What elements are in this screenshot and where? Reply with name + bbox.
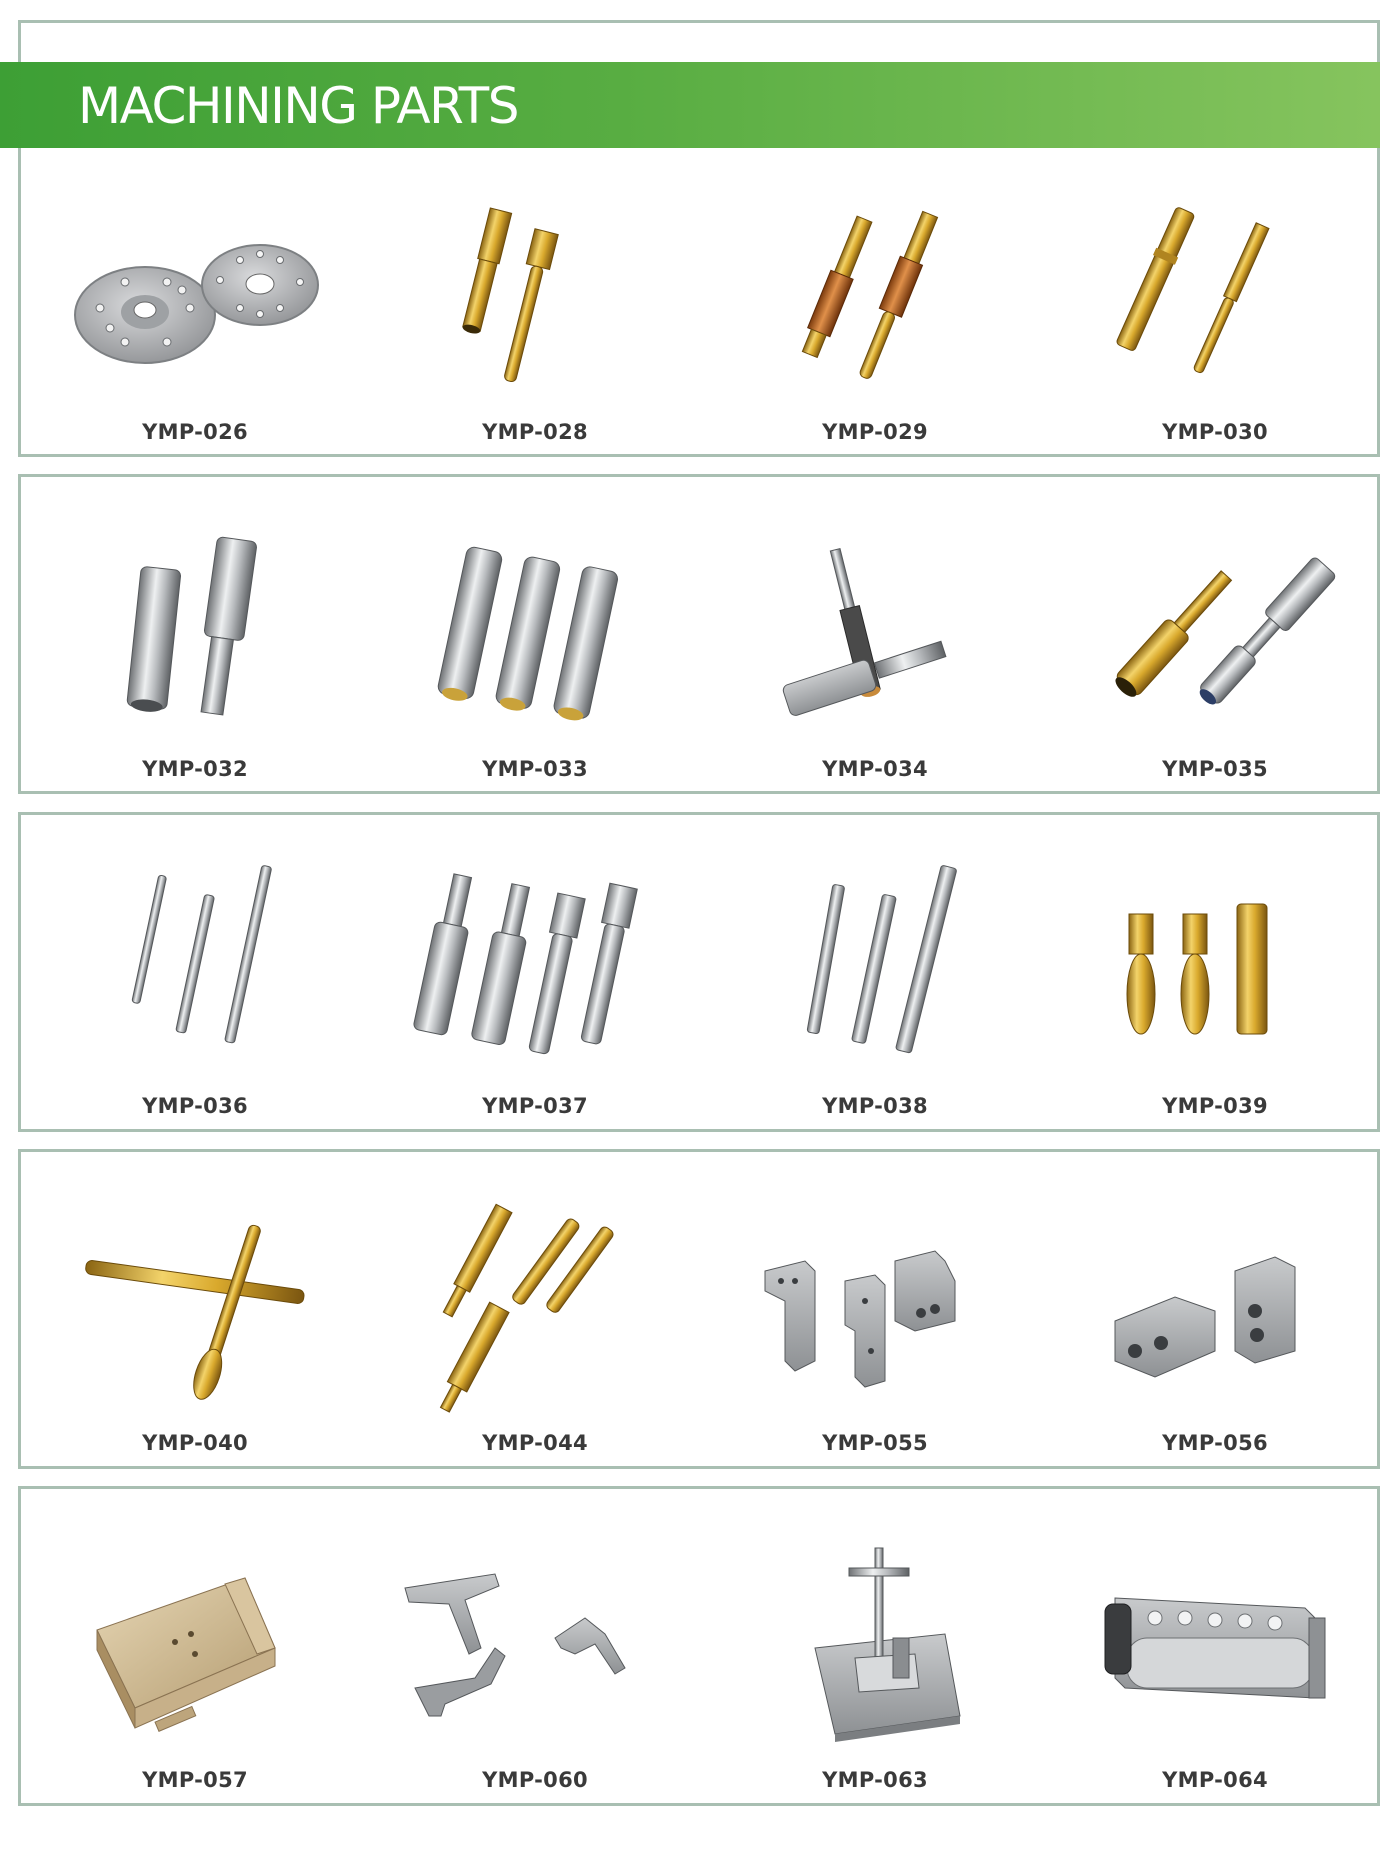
- product-code: YMP-035: [1162, 757, 1268, 781]
- product-code: YMP-038: [822, 1094, 928, 1118]
- threaded-bushing-icon: [725, 527, 1025, 747]
- product-code: YMP-056: [1162, 1431, 1268, 1455]
- stepped-socket-icon: [385, 864, 685, 1084]
- product-code: YMP-029: [822, 420, 928, 444]
- fixture-assembly-icon: [725, 1538, 1025, 1758]
- machined-bracket-icon: [725, 1201, 1025, 1421]
- product-code: YMP-037: [482, 1094, 588, 1118]
- steel-sleeve-icon: [45, 527, 345, 747]
- product-code: YMP-032: [142, 757, 248, 781]
- product-code: YMP-040: [142, 1431, 248, 1455]
- product-code: YMP-044: [482, 1431, 588, 1455]
- product-code: YMP-034: [822, 757, 928, 781]
- gold-banana-plug-icon: [45, 1201, 345, 1421]
- slotted-pin-icon: [725, 864, 1025, 1084]
- banana-plug-icon: [1065, 864, 1365, 1084]
- flange-disc-icon: [45, 190, 345, 410]
- product-code: YMP-060: [482, 1768, 588, 1792]
- product-code: YMP-055: [822, 1431, 928, 1455]
- hex-standoff-icon: [385, 1201, 685, 1421]
- product-code: YMP-039: [1162, 1094, 1268, 1118]
- silver-socket-icon: [385, 527, 685, 747]
- page-title: MACHINING PARTS: [78, 77, 518, 135]
- product-code: YMP-033: [482, 757, 588, 781]
- knurled-connector-icon: [1065, 527, 1365, 747]
- machined-block-icon: [1065, 1201, 1365, 1421]
- product-code: YMP-028: [482, 420, 588, 444]
- product-code: YMP-036: [142, 1094, 248, 1118]
- brass-pin-icon: [385, 190, 685, 410]
- thin-pin-icon: [45, 864, 345, 1084]
- socket-contact-icon: [1065, 190, 1365, 410]
- stamped-bracket-icon: [385, 1538, 685, 1758]
- slide-plate-icon: [45, 1538, 345, 1758]
- header-banner: [0, 62, 1380, 148]
- product-code: YMP-026: [142, 420, 248, 444]
- product-code: YMP-063: [822, 1768, 928, 1792]
- product-code: YMP-064: [1162, 1768, 1268, 1792]
- crimp-contact-icon: [725, 190, 1025, 410]
- product-code: YMP-030: [1162, 420, 1268, 444]
- product-code: YMP-057: [142, 1768, 248, 1792]
- roller-assembly-icon: [1065, 1538, 1365, 1758]
